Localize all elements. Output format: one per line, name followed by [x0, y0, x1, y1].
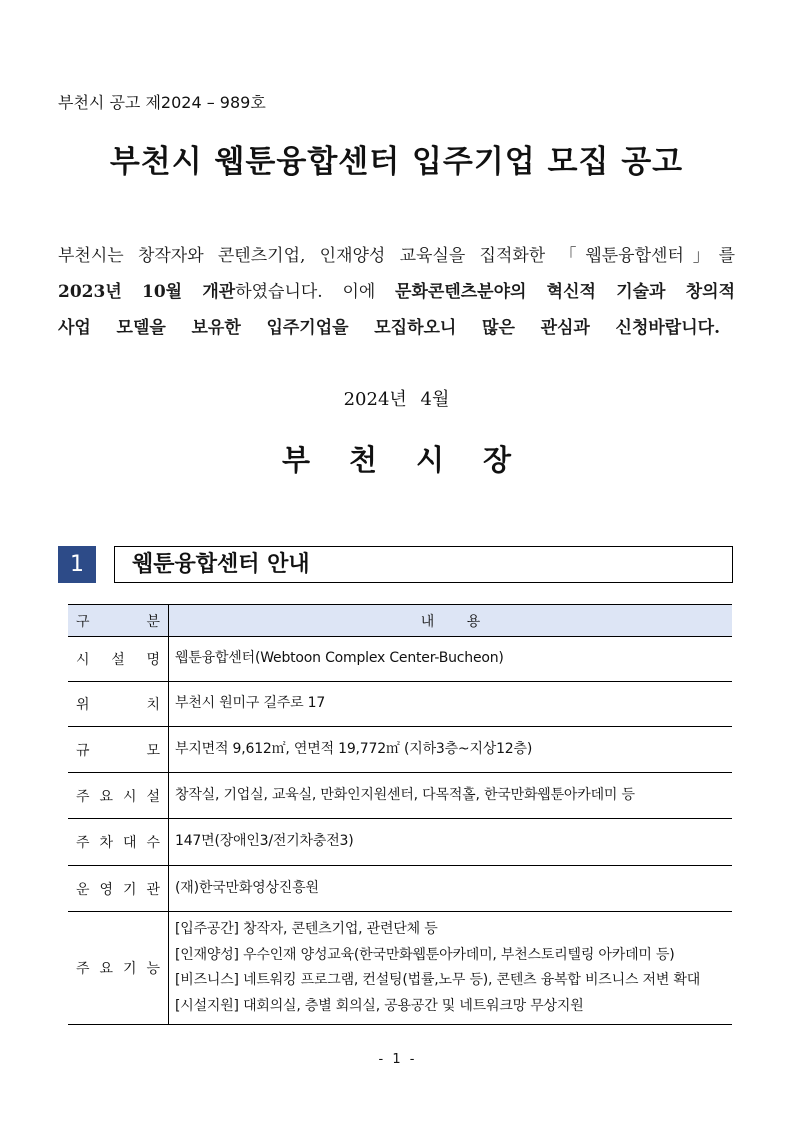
table-row: [68, 637, 732, 682]
row-label: 주 요 시 설: [76, 788, 160, 805]
section-number: 1: [58, 546, 96, 583]
row-content-cell: [169, 912, 733, 1025]
row-content-line: 147면(장애인3/전기차충전3): [175, 833, 354, 850]
row-content: [169, 783, 732, 809]
row-content-cell: [169, 682, 733, 727]
header-cell-category: [68, 605, 169, 637]
row-content-cell: [169, 866, 733, 912]
issuer-signature: 부 천 시 장: [282, 443, 511, 477]
row-content-cell: [169, 773, 733, 819]
intro-line-1: 부천시는 창작자와 콘텐츠기업, 인재양성 교육실을 집적화한 「웹툰융합센터」를: [58, 246, 735, 266]
row-label: 위 치: [76, 697, 160, 713]
section-title: 웹툰융합센터 안내: [114, 546, 733, 583]
intro-highlight-closing: 문화콘텐츠분야의 혁신적 기술과 창의적: [395, 282, 736, 302]
row-content-line: 부지면적 9,612㎡, 연면적 19,772㎡ (지하3층~지상12층): [175, 740, 533, 757]
row-content-cell: [169, 637, 733, 682]
table-header-row: [68, 605, 732, 637]
row-content: [169, 737, 732, 763]
row-label: 주 차 대 수: [76, 835, 160, 851]
row-content: [169, 691, 732, 717]
table-row: [68, 727, 732, 773]
row-label-cell: [68, 773, 169, 819]
row-label: 규 모: [76, 742, 160, 759]
row-content-line: [비즈니스] 네트워킹 프로그램, 컨설팅(법률,노무 등), 콘텐츠 융복합 비즈니스 저변 확대: [175, 972, 701, 988]
row-label-cell: [68, 682, 169, 727]
intro-line-3: 사업 모델을 보유한 입주기업을 모집하오니 많은 관심과 신청바랍니다.: [58, 318, 720, 338]
notice-number: 부천시 공고 제2024 – 989호: [58, 93, 266, 112]
intro-highlight-opening: 2023년 10월 개관: [58, 282, 236, 302]
row-content: [169, 646, 732, 672]
intro-paragraph: [58, 238, 735, 346]
table-row: [68, 819, 732, 866]
row-label-cell: [68, 727, 169, 773]
table-row: [68, 912, 732, 1025]
info-table: [68, 604, 732, 1025]
intro-line-2: [58, 274, 735, 310]
row-content: [169, 876, 732, 902]
row-content-line: 창작실, 기업실, 교육실, 만화인지원센터, 다목적홀, 한국만화웹툰아카데미 등: [175, 786, 635, 803]
page-title: 부천시 웹툰융합센터 입주기업 모집 공고: [109, 144, 684, 180]
row-label: 운 영 기 관: [76, 881, 160, 898]
header-cell-content: [169, 605, 733, 637]
row-content-line: (재)한국만화영상진흥원: [175, 879, 319, 896]
row-content-line: 웹툰융합센터(Webtoon Complex Center-Bucheon): [175, 650, 504, 667]
row-content-cell: [169, 727, 733, 773]
row-label: 주 요 기 능: [76, 961, 160, 977]
page-number: - 1 -: [378, 1052, 415, 1067]
table-row: [68, 682, 732, 727]
row-content-line: 부천시 원미구 길주로 17: [175, 695, 326, 712]
row-content: [169, 829, 732, 855]
row-content-line: [시설지원] 대회의실, 층별 회의실, 공용공간 및 네트워크망 무상지원: [175, 997, 584, 1014]
row-label-cell: [68, 637, 169, 682]
row-label-cell: [68, 819, 169, 866]
row-content-line: [인재양성] 우수인재 양성교육(한국만화웹툰아카데미, 부천스토리텔링 아카데미 등): [175, 946, 675, 963]
row-content-cell: [169, 819, 733, 866]
intro-plain-text: 하였습니다. 이에: [235, 282, 376, 302]
row-label: 시 설 명: [76, 652, 160, 668]
header-label-content: 내 용: [420, 613, 481, 630]
row-content: [169, 917, 732, 1019]
row-content-line: [입주공간] 창작자, 콘텐츠기업, 관련단체 등: [175, 921, 438, 937]
table-row: [68, 866, 732, 912]
row-label-cell: [68, 866, 169, 912]
row-label-cell: [68, 912, 169, 1025]
header-label-category: 구 분: [76, 613, 160, 630]
table-row: [68, 773, 732, 819]
notice-date: 2024년 4월: [343, 389, 450, 410]
